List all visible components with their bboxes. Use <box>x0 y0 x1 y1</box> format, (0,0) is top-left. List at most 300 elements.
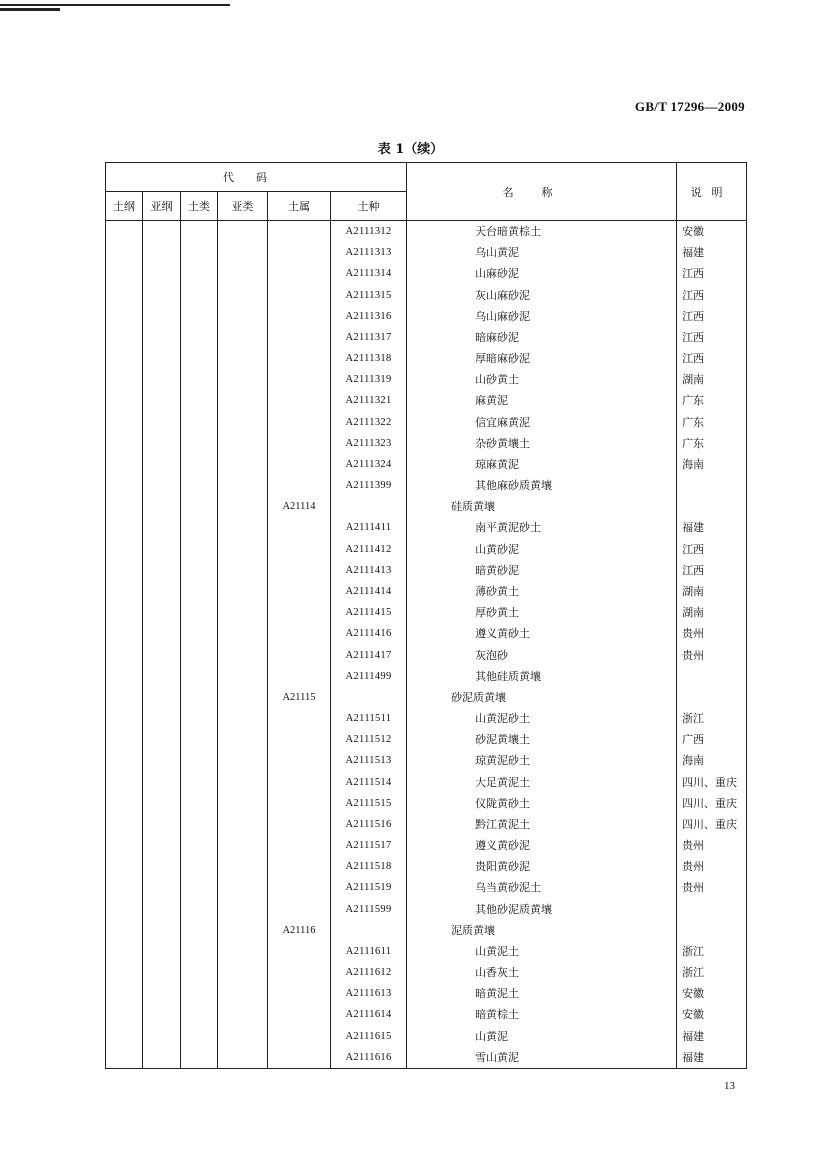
table-row <box>106 835 747 856</box>
cell-group <box>181 666 218 687</box>
cell-name: 灰泡砂 <box>407 644 677 665</box>
cell-suborder <box>143 623 181 644</box>
cell-species-code: A2111315 <box>331 285 407 306</box>
cell-species-code: A2111321 <box>331 390 407 411</box>
table-row <box>106 623 747 644</box>
cell-name: 硅质黄壤 <box>407 496 677 517</box>
cell-species-code: A2111412 <box>331 539 407 560</box>
cell-subgroup <box>218 814 268 835</box>
cell-group <box>181 581 218 602</box>
cell-genus <box>268 285 331 306</box>
header-suborder: 亚纲 <box>143 192 181 221</box>
cell-group <box>181 242 218 263</box>
cell-subgroup <box>218 496 268 517</box>
cell-suborder <box>143 412 181 433</box>
cell-order <box>106 623 143 644</box>
table-row <box>106 433 747 454</box>
soil-classification-table <box>105 162 747 1069</box>
cell-species-code: A2111616 <box>331 1047 407 1069</box>
table-row <box>106 475 747 496</box>
cell-subgroup <box>218 581 268 602</box>
cell-order <box>106 1026 143 1047</box>
header-note: 说明 <box>677 163 747 221</box>
cell-subgroup <box>218 560 268 581</box>
cell-genus <box>268 263 331 284</box>
table-row <box>106 708 747 729</box>
cell-subgroup <box>218 920 268 941</box>
cell-species-code: A2111519 <box>331 877 407 898</box>
table-row <box>106 348 747 369</box>
cell-genus <box>268 581 331 602</box>
cell-genus <box>268 983 331 1004</box>
cell-name: 贵阳黄砂泥 <box>407 856 677 877</box>
cell-subgroup <box>218 877 268 898</box>
cell-group <box>181 962 218 983</box>
cell-name: 山砂黄土 <box>407 369 677 390</box>
cell-genus <box>268 793 331 814</box>
cell-note: 广东 <box>677 412 747 433</box>
cell-species-code: A2111413 <box>331 560 407 581</box>
cell-species-code: A2111415 <box>331 602 407 623</box>
cell-note: 海南 <box>677 454 747 475</box>
cell-subgroup <box>218 221 268 243</box>
cell-order <box>106 729 143 750</box>
cell-order <box>106 750 143 771</box>
cell-suborder <box>143 433 181 454</box>
cell-species-code: A2111516 <box>331 814 407 835</box>
cell-order <box>106 1004 143 1025</box>
cell-species-code: A2111511 <box>331 708 407 729</box>
cell-order <box>106 771 143 792</box>
cell-suborder <box>143 327 181 348</box>
cell-genus <box>268 1026 331 1047</box>
cell-name: 仪陇黄砂土 <box>407 793 677 814</box>
cell-order <box>106 221 143 243</box>
cell-note: 湖南 <box>677 602 747 623</box>
header-name: 名称 <box>407 163 677 221</box>
cell-name: 山香灰土 <box>407 962 677 983</box>
cell-name: 琼麻黄泥 <box>407 454 677 475</box>
cell-suborder <box>143 306 181 327</box>
cell-subgroup <box>218 327 268 348</box>
cell-note: 贵州 <box>677 877 747 898</box>
cell-note: 江西 <box>677 327 747 348</box>
cell-suborder <box>143 729 181 750</box>
cell-genus <box>268 750 331 771</box>
cell-genus <box>268 856 331 877</box>
table-row <box>106 856 747 877</box>
cell-species-code <box>331 496 407 517</box>
cell-suborder <box>143 1004 181 1025</box>
table-row <box>106 390 747 411</box>
cell-group <box>181 517 218 538</box>
cell-note <box>677 920 747 941</box>
cell-subgroup <box>218 539 268 560</box>
cell-subgroup <box>218 983 268 1004</box>
cell-subgroup <box>218 1004 268 1025</box>
table-row <box>106 814 747 835</box>
cell-note: 海南 <box>677 750 747 771</box>
cell-suborder <box>143 687 181 708</box>
cell-note <box>677 899 747 920</box>
cell-group <box>181 1047 218 1069</box>
cell-note: 福建 <box>677 1047 747 1069</box>
header-order: 土纲 <box>106 192 143 221</box>
page-number: 13 <box>724 1080 735 1092</box>
cell-group <box>181 1004 218 1025</box>
cell-genus <box>268 221 331 243</box>
cell-note: 安徽 <box>677 221 747 243</box>
cell-subgroup <box>218 666 268 687</box>
cell-species-code: A2111512 <box>331 729 407 750</box>
cell-subgroup <box>218 369 268 390</box>
cell-genus <box>268 941 331 962</box>
cell-subgroup <box>218 475 268 496</box>
cell-species-code: A2111417 <box>331 644 407 665</box>
cell-suborder <box>143 771 181 792</box>
cell-species-code: A2111514 <box>331 771 407 792</box>
cell-note: 江西 <box>677 285 747 306</box>
cell-group <box>181 306 218 327</box>
cell-suborder <box>143 221 181 243</box>
cell-genus <box>268 1047 331 1069</box>
cell-suborder <box>143 666 181 687</box>
cell-group <box>181 835 218 856</box>
cell-name: 厚暗麻砂泥 <box>407 348 677 369</box>
table-row <box>106 285 747 306</box>
cell-order <box>106 899 143 920</box>
cell-note: 湖南 <box>677 581 747 602</box>
cell-species-code <box>331 687 407 708</box>
cell-genus <box>268 306 331 327</box>
cell-note: 江西 <box>677 348 747 369</box>
cell-order <box>106 856 143 877</box>
cell-suborder <box>143 962 181 983</box>
cell-name: 砂泥质黄壤 <box>407 687 677 708</box>
table-row <box>106 920 747 941</box>
cell-genus <box>268 242 331 263</box>
table-row <box>106 327 747 348</box>
cell-order <box>106 263 143 284</box>
cell-name: 山黄泥 <box>407 1026 677 1047</box>
cell-group <box>181 983 218 1004</box>
cell-group <box>181 750 218 771</box>
cell-subgroup <box>218 899 268 920</box>
cell-group <box>181 920 218 941</box>
cell-suborder <box>143 835 181 856</box>
cell-note: 广东 <box>677 390 747 411</box>
cell-note: 四川、重庆 <box>677 814 747 835</box>
cell-suborder <box>143 750 181 771</box>
cell-suborder <box>143 856 181 877</box>
cell-group <box>181 539 218 560</box>
cell-group <box>181 560 218 581</box>
cell-genus: A21115 <box>268 687 331 708</box>
table-row <box>106 263 747 284</box>
table-row <box>106 793 747 814</box>
cell-order <box>106 348 143 369</box>
cell-subgroup <box>218 750 268 771</box>
cell-name: 遵义黄砂土 <box>407 623 677 644</box>
cell-suborder <box>143 1047 181 1069</box>
cell-suborder <box>143 390 181 411</box>
cell-name: 乌当黄砂泥土 <box>407 877 677 898</box>
cell-suborder <box>143 581 181 602</box>
cell-order <box>106 644 143 665</box>
cell-group <box>181 285 218 306</box>
cell-name: 厚砂黄土 <box>407 602 677 623</box>
cell-group <box>181 1026 218 1047</box>
cell-name: 泥质黄壤 <box>407 920 677 941</box>
cell-subgroup <box>218 623 268 644</box>
cell-suborder <box>143 1026 181 1047</box>
cell-group <box>181 390 218 411</box>
cell-species-code: A2111416 <box>331 623 407 644</box>
cell-species-code: A2111319 <box>331 369 407 390</box>
cell-order <box>106 602 143 623</box>
cell-species-code: A2111318 <box>331 348 407 369</box>
cell-name: 山黄泥土 <box>407 941 677 962</box>
cell-species-code: A2111411 <box>331 517 407 538</box>
table-row <box>106 687 747 708</box>
header-species: 土种 <box>331 192 407 221</box>
cell-species-code: A2111614 <box>331 1004 407 1025</box>
cell-note: 安徽 <box>677 1004 747 1025</box>
cell-subgroup <box>218 835 268 856</box>
cell-genus <box>268 729 331 750</box>
cell-group <box>181 454 218 475</box>
cell-genus <box>268 771 331 792</box>
cell-name: 南平黄泥砂土 <box>407 517 677 538</box>
table-row <box>106 454 747 475</box>
cell-group <box>181 941 218 962</box>
cell-species-code: A2111611 <box>331 941 407 962</box>
cell-subgroup <box>218 962 268 983</box>
cell-suborder <box>143 814 181 835</box>
cell-subgroup <box>218 729 268 750</box>
cell-genus <box>268 390 331 411</box>
cell-name: 信宜麻黄泥 <box>407 412 677 433</box>
table-row <box>106 666 747 687</box>
table-row <box>106 242 747 263</box>
cell-suborder <box>143 602 181 623</box>
cell-suborder <box>143 369 181 390</box>
cell-order <box>106 666 143 687</box>
cell-group <box>181 899 218 920</box>
cell-group <box>181 369 218 390</box>
cell-name: 其他硅质黄壤 <box>407 666 677 687</box>
cell-subgroup <box>218 285 268 306</box>
cell-species-code: A2111324 <box>331 454 407 475</box>
cell-note: 贵州 <box>677 856 747 877</box>
table-row <box>106 877 747 898</box>
cell-species-code <box>331 920 407 941</box>
cell-species-code: A2111615 <box>331 1026 407 1047</box>
cell-subgroup <box>218 306 268 327</box>
cell-order <box>106 920 143 941</box>
cell-genus <box>268 433 331 454</box>
header-genus: 土属 <box>268 192 331 221</box>
cell-note: 广西 <box>677 729 747 750</box>
table-row <box>106 1047 747 1069</box>
table-row <box>106 412 747 433</box>
cell-group <box>181 687 218 708</box>
table-row <box>106 1004 747 1025</box>
table-row <box>106 560 747 581</box>
cell-subgroup <box>218 856 268 877</box>
header-code-group: 代码 <box>106 163 407 192</box>
cell-name: 其他砂泥质黄壤 <box>407 899 677 920</box>
cell-species-code: A2111518 <box>331 856 407 877</box>
cell-note: 四川、重庆 <box>677 771 747 792</box>
standard-code: GB/T 17296—2009 <box>634 99 745 114</box>
cell-name: 山麻砂泥 <box>407 263 677 284</box>
cell-subgroup <box>218 771 268 792</box>
cell-name: 薄砂黄土 <box>407 581 677 602</box>
cell-subgroup <box>218 687 268 708</box>
cell-genus: A21114 <box>268 496 331 517</box>
cell-species-code: A2111313 <box>331 242 407 263</box>
cell-group <box>181 496 218 517</box>
cell-genus <box>268 1004 331 1025</box>
cell-note: 浙江 <box>677 941 747 962</box>
cell-name: 遵义黄砂泥 <box>407 835 677 856</box>
cell-species-code: A2111613 <box>331 983 407 1004</box>
cell-note: 四川、重庆 <box>677 793 747 814</box>
cell-order <box>106 285 143 306</box>
cell-group <box>181 348 218 369</box>
cell-note: 福建 <box>677 1026 747 1047</box>
cell-order <box>106 708 143 729</box>
cell-order <box>106 539 143 560</box>
cell-species-code: A2111314 <box>331 263 407 284</box>
table-row <box>106 941 747 962</box>
scan-artifact-stroke <box>0 4 230 6</box>
cell-suborder <box>143 517 181 538</box>
table-row <box>106 983 747 1004</box>
cell-suborder <box>143 496 181 517</box>
cell-species-code: A2111322 <box>331 412 407 433</box>
cell-group <box>181 433 218 454</box>
cell-genus <box>268 877 331 898</box>
cell-order <box>106 560 143 581</box>
cell-order <box>106 242 143 263</box>
cell-group <box>181 623 218 644</box>
cell-species-code: A2111517 <box>331 835 407 856</box>
cell-suborder <box>143 793 181 814</box>
cell-note <box>677 687 747 708</box>
cell-subgroup <box>218 242 268 263</box>
cell-subgroup <box>218 390 268 411</box>
cell-group <box>181 263 218 284</box>
cell-suborder <box>143 454 181 475</box>
cell-name: 暗黄泥土 <box>407 983 677 1004</box>
cell-subgroup <box>218 793 268 814</box>
table-row <box>106 539 747 560</box>
cell-species-code: A2111513 <box>331 750 407 771</box>
cell-suborder <box>143 920 181 941</box>
table-row <box>106 581 747 602</box>
cell-suborder <box>143 983 181 1004</box>
cell-genus <box>268 327 331 348</box>
cell-group <box>181 412 218 433</box>
table-row <box>106 729 747 750</box>
cell-genus <box>268 708 331 729</box>
cell-group <box>181 475 218 496</box>
scan-artifact-stroke <box>0 8 60 11</box>
cell-order <box>106 369 143 390</box>
cell-name: 麻黄泥 <box>407 390 677 411</box>
cell-genus <box>268 517 331 538</box>
cell-genus <box>268 602 331 623</box>
cell-note: 江西 <box>677 306 747 327</box>
cell-species-code: A2111515 <box>331 793 407 814</box>
cell-genus <box>268 348 331 369</box>
cell-suborder <box>143 242 181 263</box>
cell-order <box>106 581 143 602</box>
cell-order <box>106 496 143 517</box>
cell-subgroup <box>218 941 268 962</box>
cell-genus <box>268 666 331 687</box>
cell-suborder <box>143 263 181 284</box>
cell-note: 江西 <box>677 263 747 284</box>
cell-group <box>181 793 218 814</box>
cell-order <box>106 941 143 962</box>
cell-order <box>106 517 143 538</box>
table-row <box>106 602 747 623</box>
cell-suborder <box>143 708 181 729</box>
cell-note: 贵州 <box>677 644 747 665</box>
table-row <box>106 750 747 771</box>
cell-suborder <box>143 539 181 560</box>
cell-genus <box>268 454 331 475</box>
table-row <box>106 771 747 792</box>
cell-name: 山黄砂泥 <box>407 539 677 560</box>
cell-species-code: A2111323 <box>331 433 407 454</box>
cell-genus: A21116 <box>268 920 331 941</box>
cell-subgroup <box>218 708 268 729</box>
cell-note <box>677 496 747 517</box>
cell-note: 贵州 <box>677 835 747 856</box>
table-row <box>106 517 747 538</box>
cell-subgroup <box>218 602 268 623</box>
cell-group <box>181 877 218 898</box>
cell-group <box>181 708 218 729</box>
cell-subgroup <box>218 433 268 454</box>
cell-name: 大足黄泥土 <box>407 771 677 792</box>
table-row <box>106 221 747 243</box>
cell-genus <box>268 369 331 390</box>
cell-species-code: A2111317 <box>331 327 407 348</box>
cell-suborder <box>143 285 181 306</box>
cell-order <box>106 983 143 1004</box>
cell-note: 广东 <box>677 433 747 454</box>
cell-genus <box>268 475 331 496</box>
cell-name: 砂泥黄壤土 <box>407 729 677 750</box>
cell-note <box>677 475 747 496</box>
cell-name: 天台暗黄棕土 <box>407 221 677 243</box>
cell-note: 贵州 <box>677 623 747 644</box>
cell-suborder <box>143 877 181 898</box>
cell-name: 琼黄泥砂土 <box>407 750 677 771</box>
cell-group <box>181 856 218 877</box>
cell-name: 乌山麻砂泥 <box>407 306 677 327</box>
cell-group <box>181 221 218 243</box>
cell-note: 江西 <box>677 560 747 581</box>
table-row <box>106 496 747 517</box>
cell-note: 浙江 <box>677 708 747 729</box>
cell-order <box>106 877 143 898</box>
